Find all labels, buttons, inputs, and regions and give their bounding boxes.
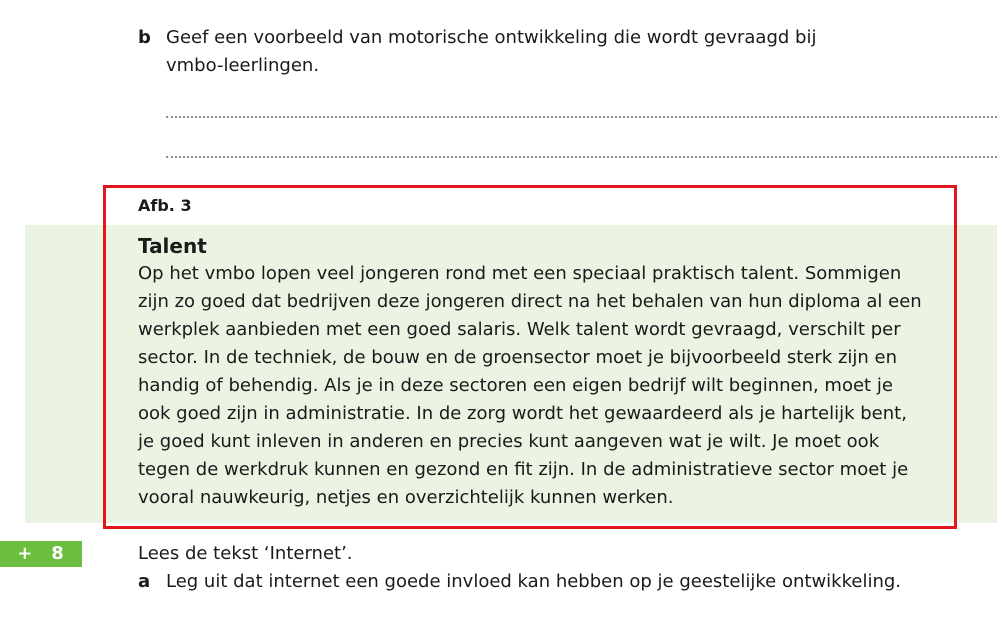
question-8a [138,568,901,596]
plus-icon: + [17,543,34,564]
answer-line-1[interactable] [166,116,997,118]
question-b-letter: b [138,27,151,48]
question-b [138,24,878,80]
figure-label: Afb. 3 [138,196,192,215]
question-8a-text: Leg uit dat internet een goede invloed kan hebben op je geestelijke ontwikkeling. [166,571,902,592]
question-8-intro: Lees de tekst ‘Internet’. [138,543,353,564]
figure-body-text: Op het vmbo lopen veel jongeren rond met een speciaal praktisch talent. Sommigen zijn zo goed dat bedrijven deze jongeren direct na het behalen van hun diploma al een werkplek aanbieden met een goed salaris. Welk talent wordt gevraagd, verschilt per sector. In de techniek, de bouw en de groensector moet je bijvoorbeeld sterk zijn en handig of behendig. Als je in deze sectoren een eigen bedrijf wilt beginnen, moet je ook goed zijn in administratie. In de zorg wordt het gewaardeerd als je hartelijk bent, je goed kunt inleven in anderen en precies kunt aangeven wat je wilt. Je moet ook tegen de werkdruk kunnen en gezond en fit zijn. In de administratieve sector moet je vooral nauwkeurig, netjes en overzichtelijk kunnen werken. [138,263,922,508]
question-number: 8 [51,543,65,564]
figure-title: Talent [138,234,207,258]
answer-line-2[interactable] [166,156,997,158]
question-number-badge [0,541,82,567]
question-8a-letter: a [138,571,151,592]
question-b-text: Geef een voorbeeld van motorische ontwikkeling die wordt gevraagd bij vmbo-leerlingen. [166,27,817,76]
